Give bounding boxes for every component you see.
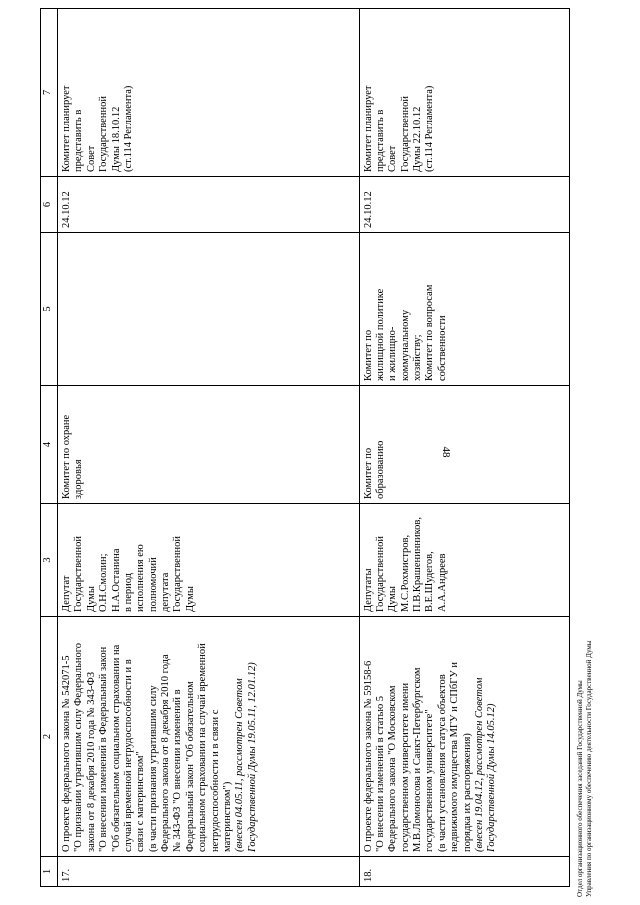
cell-line: исполнения ею	[135, 544, 147, 612]
header-cell: 1	[41, 857, 58, 887]
cell-line: В.Е.Шудегов,	[424, 551, 436, 612]
header-cell: 3	[41, 504, 58, 617]
cell-line: Комитет по	[362, 329, 374, 381]
cell-line: Федерального закона от 8 декабря 2010 года	[160, 654, 171, 852]
cell-line: М.С.Рохмистров,	[399, 534, 411, 612]
cell-line: (ст.114 Регламента)	[122, 85, 134, 172]
note-cell	[359, 9, 570, 177]
cell-line: социальном страховании на случай временной	[197, 643, 209, 852]
cell-line: государственном университете имени	[399, 682, 411, 852]
cell-line: № 343-ФЗ "О внесении изменений в	[172, 689, 184, 852]
cell-line: представить в	[73, 109, 85, 172]
cell-line: "О признании утратившим силу Федерального	[73, 642, 85, 852]
cell-line: Государственной	[399, 96, 411, 172]
cell-line: О проекте федерального закона № 59158-6	[362, 660, 374, 852]
cell-line: государственном университете"	[424, 709, 436, 852]
cell-line: Государственной	[98, 96, 110, 172]
co-committee-cell	[359, 233, 570, 386]
footer-line-2: Управления по организационному обеспечению деятельности Государственной Думы	[585, 640, 594, 897]
cell-line: Федеральный закон "Об обязательном	[184, 681, 196, 852]
cell-line: Думы 22.10.12	[412, 106, 423, 172]
table-row	[359, 9, 570, 887]
cell-line: Комитет по вопросам	[424, 284, 436, 381]
lead-committee-cell	[359, 386, 570, 504]
cell-line: "О внесении изменений в Федеральный закон	[98, 646, 110, 852]
cell-line: (ст.114 Регламента)	[424, 85, 436, 172]
cell-line: закона от 8 декабря 2010 года № 343-ФЗ	[85, 671, 97, 852]
submission-note-line: Государственной Думы 19.05.11, 12.01.12)	[246, 662, 258, 852]
cell-line: Комитет планирует	[362, 85, 374, 172]
cell-line: собственности	[436, 315, 448, 381]
note-cell	[58, 9, 360, 177]
header-cell: 7	[41, 9, 58, 177]
cell-line: материнством")	[221, 781, 233, 852]
cell-line: Комитет по охране	[61, 414, 72, 499]
cell-line: Депутаты	[362, 568, 374, 612]
cell-line: образованию	[374, 440, 386, 499]
cell-line: О проекте федерального закона № 542071-5	[61, 655, 72, 852]
num-cell: 17.	[58, 857, 360, 887]
header-cell: 4	[41, 386, 58, 504]
bill-title-cell	[359, 617, 570, 857]
cell-line: хозяйству;	[412, 334, 423, 381]
cell-line: Комитет планирует	[61, 85, 72, 172]
cell-line: А.А.Андреев	[436, 553, 448, 612]
cell-line: М.В.Ломоносова и Санкт-Петербургском	[412, 667, 423, 852]
rotated-page-content	[40, 7, 600, 897]
cell-line: (в части установления статуса объектов	[436, 674, 448, 852]
submission-note-line: (внесен 19.04.12, рассмотрен Советом	[473, 677, 485, 852]
cell-line: Думы	[85, 586, 97, 612]
cell-line: Н.А.Останина	[110, 548, 122, 612]
num-cell: 18.	[359, 857, 570, 887]
co-committee-cell	[58, 233, 360, 386]
table-row	[58, 9, 360, 887]
cell-line: П.В.Крашенинников,	[412, 517, 423, 612]
bill-title-cell	[58, 617, 360, 857]
date-cell: 24.10.12	[359, 177, 570, 233]
cell-line: связи с материнством"	[135, 751, 147, 852]
cell-line: депутата	[160, 572, 171, 612]
cell-line: в период	[122, 572, 134, 612]
cell-line: (в части признания утратившим силу	[147, 685, 159, 852]
header-cell: 2	[41, 617, 58, 857]
cell-line: Федерального закона "О Московском	[387, 685, 399, 852]
header-cell: 5	[41, 233, 58, 386]
cell-line: случай временной нетрудоспособности и в	[122, 659, 134, 852]
cell-line: жилищной политике	[374, 288, 386, 381]
cell-line: "О внесении изменений в статью 5	[374, 695, 386, 852]
cell-line: Депутат	[61, 575, 72, 612]
cell-line: коммунальному	[399, 309, 411, 381]
cell-line: Совет	[85, 145, 97, 172]
cell-line: Государственной	[374, 536, 386, 612]
cell-line: Государственной	[73, 536, 85, 612]
cell-line: и жилищно-	[387, 326, 399, 381]
lead-committee-cell	[58, 386, 360, 504]
cell-line: Думы	[184, 586, 196, 612]
submission-note-line: Государственной Думы 14.05.12)	[486, 703, 498, 852]
cell-line: порядка их распоряжения)	[461, 733, 473, 852]
author-cell	[58, 504, 360, 617]
footer-line-1: Отдел организационного обеспечения заседаний Государственной Думы	[576, 680, 584, 897]
cell-line: здоровья	[73, 459, 85, 499]
cell-line: недвижимого имущества МГУ и СПбГУ и	[449, 661, 461, 852]
author-cell	[359, 504, 570, 617]
footer	[576, 297, 594, 897]
header-row	[41, 9, 58, 887]
cell-line: Думы 18.10.12	[110, 106, 122, 172]
cell-line: нетрудоспособности и в связи с	[209, 709, 221, 852]
table-body	[58, 9, 570, 887]
bills-table	[40, 8, 570, 887]
cell-line: Комитет по	[362, 447, 374, 499]
cell-line: полномочий	[147, 557, 159, 612]
cell-line: Думы	[387, 586, 399, 612]
cell-line: Государственной	[172, 536, 184, 612]
cell-line: Совет	[387, 145, 399, 172]
cell-line: представить в	[374, 109, 386, 172]
cell-line: "Об обязательном социальном страховании на	[110, 644, 122, 852]
page-number: 48	[440, 446, 452, 458]
cell-line: О.Н.Смолин;	[98, 553, 110, 612]
date-cell: 24.10.12	[58, 177, 360, 233]
submission-note-line: (внесен 04.05.11, рассмотрен Советом	[234, 678, 246, 852]
header-cell: 6	[41, 177, 58, 233]
